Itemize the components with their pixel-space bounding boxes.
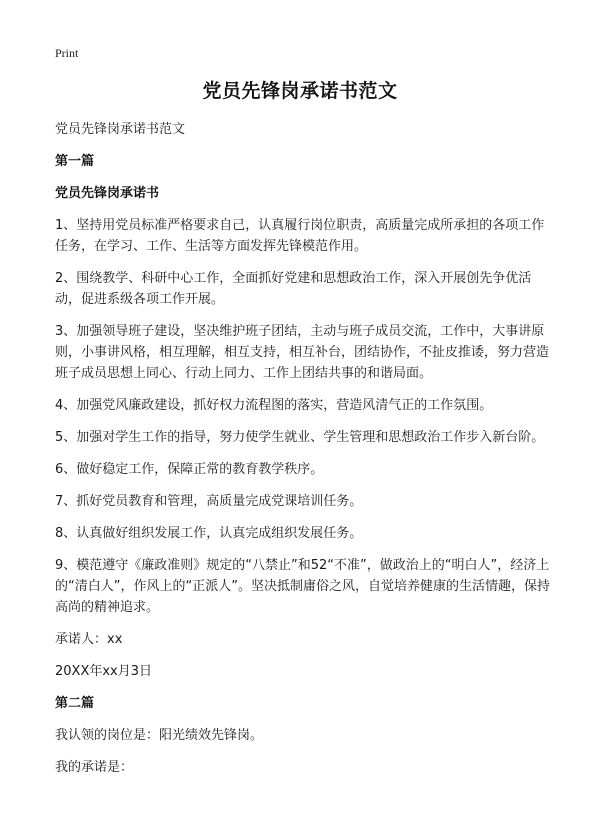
print-link[interactable]: Print [55, 46, 79, 60]
page-title: 党员先锋岗承诺书范文 [202, 80, 398, 102]
pledge-item-6: 6、做好稳定工作，保障正常的教育教学秩序。 [55, 462, 324, 477]
assigned-post-line: 我认领的岗位是：阳光绩效先锋岗。 [55, 728, 264, 743]
document-body [55, 119, 555, 789]
document-subtitle: 党员先锋岗承诺书范文 [55, 122, 186, 137]
date-line: 20XX年xx月3日 [55, 664, 153, 679]
pledge-item-2: 2、围绕教学、科研中心工作，全面抓好党建和思想政治工作，深入开展创先争优活动，促进系级各项工作开展。 [55, 271, 532, 307]
section-1-subheading: 党员先锋岗承诺书 [55, 186, 160, 201]
promise-label: 我的承诺是： [55, 760, 134, 775]
pledge-item-4: 4、加强党风廉政建设，抓好权力流程图的落实，营造风清气正的工作氛围。 [55, 398, 493, 413]
pledge-item-9: 9、模范遵守《廉政准则》规定的“八禁止”和52“不准”，做政治上的“明白人”，经济上的“清白人”，作风上的“正派人”。坚决抵制庸俗之风，自觉培养健康的生活情趣，保持高尚的精神追求。 [55, 558, 550, 615]
pledge-item-8: 8、认真做好组织发展工作，认真完成组织发展任务。 [55, 526, 363, 541]
section-2-heading: 第二篇 [55, 696, 95, 711]
pledge-item-5: 5、加强对学生工作的指导，努力使学生就业、学生管理和思想政治工作步入新台阶。 [55, 430, 545, 445]
signer-line: 承诺人：xx [55, 632, 123, 647]
pledge-item-3: 3、加强领导班子建设，坚决维护班子团结，主动与班子成员交流，工作中，大事讲原则，小事讲风格，相互理解，相互支持，相互补台，团结协作，不扯皮推诿，努力营造班子成员思想上同心、行动上同力、工作上团结共事的和谐局面。 [55, 324, 550, 381]
section-1-heading: 第一篇 [55, 154, 95, 169]
pledge-item-7: 7、抓好党员教育和管理，高质量完成党课培训任务。 [55, 494, 363, 509]
pledge-item-1: 1、坚持用党员标准严格要求自己，认真履行岗位职责，高质量完成所承担的各项工作任务，在学习、工作、生活等方面发挥先锋模范作用。 [55, 218, 545, 254]
